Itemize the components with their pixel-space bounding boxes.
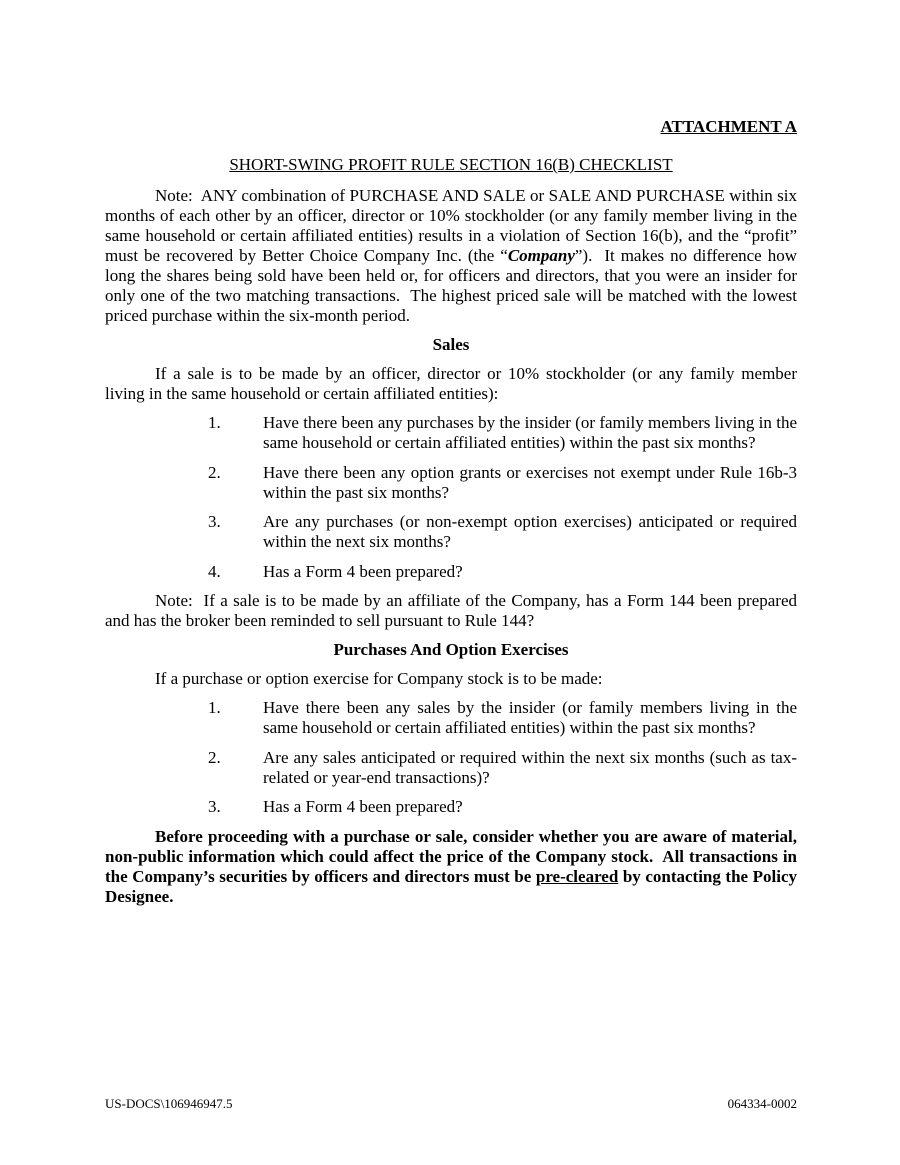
intro-part1: Note: ANY combination of PURCHASE AND SALE or SALE AND PURCHASE within six months of each other by an officer, director or 10% stockholder (or any family member living in the same household or certain affiliated entities) results in a violation of Section 16(b), and the “profit” must be recovered by Better Choice Company Inc. (the “ bbox=[105, 186, 797, 265]
item-text: Have there been any sales by the insider (or family members living in the same household or certain affiliated entities) within the past six months? bbox=[263, 698, 797, 737]
list-item bbox=[105, 512, 797, 552]
item-text: Are any sales anticipated or required within the next six months (such as tax-related or year-end transactions)? bbox=[263, 747, 797, 787]
list-item bbox=[105, 413, 797, 453]
purchases-intro: If a purchase or option exercise for Company stock is to be made: bbox=[155, 669, 603, 688]
item-number: 3. bbox=[208, 512, 221, 531]
sales-list bbox=[105, 413, 797, 582]
item-text: Have there been any option grants or exercises not exempt under Rule 16b-3 within the past six months? bbox=[263, 462, 797, 502]
sales-intro: If a sale is to be made by an officer, director or 10% stockholder (or any family member living in the same household or certain affiliated entities): bbox=[105, 364, 797, 403]
item-text: Has a Form 4 been prepared? bbox=[263, 797, 463, 816]
item-number: 1. bbox=[208, 413, 221, 432]
list-item bbox=[105, 562, 797, 582]
purchases-heading: Purchases And Option Exercises bbox=[333, 640, 569, 659]
item-text: Have there been any purchases by the insider (or family members living in the same household or certain affiliated entities) within the past six months? bbox=[263, 413, 797, 452]
list-item bbox=[105, 748, 797, 788]
item-number: 4. bbox=[208, 561, 221, 581]
footer-matter-number: 064334-0002 bbox=[727, 1096, 797, 1111]
sales-note: Note: If a sale is to be made by an affiliate of the Company, has a Form 144 been prepared and has the broker been reminded to sell pursuant to Rule 144? bbox=[105, 591, 797, 630]
item-number: 3. bbox=[208, 797, 221, 816]
list-item bbox=[105, 463, 797, 503]
sales-heading: Sales bbox=[432, 335, 470, 354]
pre-cleared-emphasis: pre-cleared bbox=[535, 866, 619, 886]
item-number: 2. bbox=[208, 462, 221, 482]
item-text: Has a Form 4 been prepared? bbox=[263, 561, 463, 581]
item-text: Are any purchases (or non-exempt option exercises) anticipated or required within the next six months? bbox=[263, 512, 797, 551]
footer-document-number: US-DOCS\106946947.5 bbox=[105, 1096, 233, 1111]
attachment-label-text: ATTACHMENT A bbox=[660, 117, 797, 136]
warning-part2: by contacting the Policy Designee. bbox=[105, 866, 797, 906]
list-item bbox=[105, 797, 797, 817]
document-title bbox=[105, 155, 797, 175]
list-item bbox=[105, 698, 797, 738]
warning-part1: Before proceeding with a purchase or sale, consider whether you are aware of material, non-public information which could affect the price of the Company stock. All transactions in the Company’s securities by officers and directors must be bbox=[105, 826, 797, 886]
attachment-label bbox=[105, 117, 797, 137]
intro-part2: ”). It makes no difference how long the shares being sold have been held or, for officers and directors, that you were an insider for only one of the two matching transactions. The highest priced sale will be matched with the lowest priced purchase within the six-month period. bbox=[105, 246, 797, 325]
item-number: 1. bbox=[208, 698, 221, 717]
document-title-text: SHORT-SWING PROFIT RULE SECTION 16(B) CHECKLIST bbox=[229, 155, 673, 174]
item-number: 2. bbox=[208, 747, 221, 767]
purchases-list bbox=[105, 698, 797, 817]
intro-paragraph bbox=[105, 186, 797, 326]
page-footer bbox=[105, 1096, 797, 1111]
document-content bbox=[105, 117, 797, 916]
company-emphasis: Company bbox=[507, 246, 575, 265]
warning-paragraph bbox=[105, 827, 797, 907]
